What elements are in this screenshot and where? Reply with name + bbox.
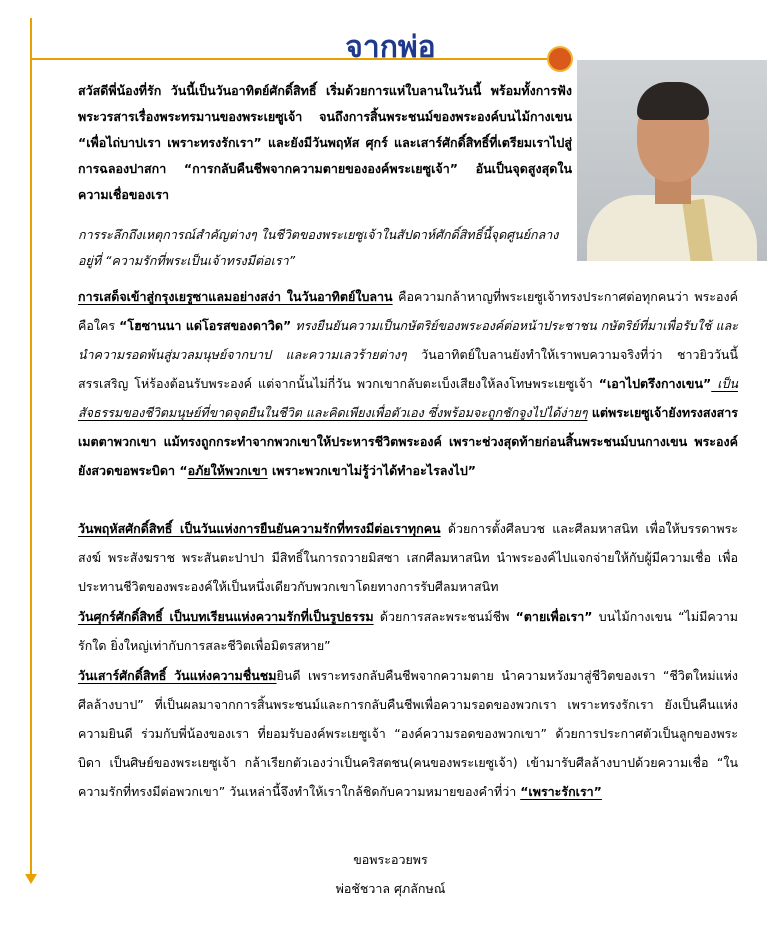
palm-text-1: คือความกล้าหาญที่พระเยซูเจ้าทรงประกาศต่อทุกคนว่า พระองค์คือใคร <box>78 289 738 333</box>
holy-thursday-paragraph <box>78 514 738 601</box>
blessing-line: ขอพระอวยพร <box>353 852 428 867</box>
because-he-loves-us-text: “เพราะรักเรา” <box>520 784 602 799</box>
left-vertical-rule <box>30 18 32 876</box>
crucify-quote: “เอาไปตรึงกางเขน” <box>598 376 712 391</box>
holy-thursday-body: ด้วยการตั้งศีลบวช และศีลมหาสนิท เพื่อให้บรรดาพระสงฆ์ พระสังฆราช พระสันตะปาปา มีสิทธิ์ในการถวายมิสซา เสกศีลมหาสนิท นำพระองค์ไปแจกจ่ายให้กับผู้มีความเชื่อ เพื่อประทานชีวิตของพระองค์ให้เป็นหนึ่งเดียวกับพวกเขาโดยทางการรับศีลมหาสนิท <box>78 521 738 594</box>
holy-saturday-heading: วันเสาร์ศักดิ์สิทธิ์ วันแห่งความชื่นชม <box>78 668 277 683</box>
intro-paragraph: สวัสดีพี่น้องที่รัก วันนี้เป็นวันอาทิตย์ศักดิ์สิทธิ์ เริ่มด้วยการแห่ใบลานในวันนี้ พร้อมทั้งการฟังพระวรสารเรื่องพระทรมานของพระเยซูเจ้า จนถึงการสิ้นพระชนม์ของพระองค์บนไม้กางเขน “เพื่อไถ่บาปเรา เพราะทรงรักเรา” และยังมีวันพฤหัส ศุกร์ และเสาร์ศักดิ์สิทธิ์ที่เตรียมเราไปสู่การฉลองปาสกา “การกลับคืนชีพจากความตายขององค์พระเยซูเจ้า” อันเป็นจุดสูงสุดในความเชื่อของเรา <box>78 83 572 202</box>
palm-sunday-paragraph <box>78 282 738 485</box>
signature-line: พ่อชัชวาล ศุภลักษณ์ <box>335 881 446 896</box>
holy-thursday-heading: วันพฤหัสศักดิ์สิทธิ์ เป็นวันแห่งการยืนยันความรักที่ทรงมีต่อเราทุกคน <box>78 521 441 536</box>
palm-text-3: ทรงยืนยันความเป็นกษัตริย์ของพระองค์ต่อหน้าประชาชน กษัตริย์ที่มาเพื่อรับใช้ และนำความรอดพ้นสู่มวลมนุษย์จากบาป และความเลวร้ายต่างๆ <box>78 318 739 362</box>
good-friday-paragraph <box>78 602 738 660</box>
palm-text-4: วันอาทิตย์ใบลานยังทำให้เราพบความจริงที่ว่า ชาวยิววันนี้สรรเสริญ โห่ร้องต้อนรับพระองค์ แต่จากนั้นไม่กี่วัน พวกเขากลับตะเบ็งเสียงให้ลงโทษพระเยซูเจ้า <box>78 347 738 391</box>
good-friday-body-3: บนไม้กางเขน “ไม่มีความรักใด ยิ่งใหญ่เท่ากับการสละชีวิตเพื่อมิตรสหาย” <box>78 609 739 653</box>
palm-sunday-heading: การเสด็จเข้าสู่กรุงเยรูซาแลมอย่างสง่า ในวันอาทิตย์ใบลาน <box>78 289 393 304</box>
good-friday-body-1: ด้วยการสละพระชนม์ชีพ <box>373 609 516 624</box>
die-for-us-quote: “ตายเพื่อเรา” <box>515 609 593 624</box>
good-friday-heading: วันศุกร์ศักดิ์สิทธิ์ เป็นบทเรียนแห่งความรักที่เป็นรูปธรรม <box>78 609 374 624</box>
priest-portrait-photo <box>577 60 767 261</box>
hosanna-quote: “โฮซานนา แด่โอรสของดาวิด” <box>119 318 292 333</box>
forgive-them-text: อภัยให้พวกเขา <box>187 463 268 478</box>
focus-paragraph: การระลึกถึงเหตุการณ์สำคัญต่างๆ ในชีวิตของพระเยซูเจ้าในสัปดาห์ศักดิ์สิทธิ์นี้จุดศูนย์กลางอยู่ที่ “ความรักที่พระเป็นเจ้าทรงมีต่อเรา” <box>78 227 559 268</box>
truth-of-life-text: เป็นสัจธรรมของชีวิตมนุษย์ที่ขาดจุดยืนในชีวิต และคิดเพียงเพื่อตัวเอง ซึ่งพร้อมจะถูกชักจูงไปได้ง่ายๆ <box>78 376 738 420</box>
holy-saturday-body: ยินดี เพราะทรงกลับคืนชีพจากความตาย นำความหวังมาสู่ชีวิตของเรา “ชีวิตใหม่แห่งศีลล้างบาป” ที่เป็นผลมาจากการสิ้นพระชนม์และการกลับคืนชีพเพื่อความรอดของพวกเรา เพราะทรงรักเรา ยังเป็นคืนแห่งความยินดี ร่วมกับพี่น้องของเรา ที่ยอมรับองค์พระเยซูเจ้า “องค์ความรอดของพวกเขา” ด้วยการประกาศตัวเป็นลูกของพระบิดา เป็นศิษย์ของพระเยซูเจ้า กล้าเรียกตัวเองว่าเป็นคริสตชน(คนของพระเยซูเจ้า) เข้ามารับศีลล้างบาปด้วยความเชื่อ “ในความรักที่ทรงมีต่อพวกเขา” วันเหล่านี้จึงทำให้เราใกล้ชิดกับความหมายของคำที่ว่า <box>78 668 739 799</box>
palm-text-7: แต่พระเยซูเจ้ายังทรงสงสาร เมตตาพวกเขา แม้ทรงถูกกระทำจากพวกเขาให้ประหารชีวิตพระองค์ เพราะช่วงสุดท้ายก่อนสิ้นพระชนม์บนกางเขน พระองค์ยังสวดขอพระบิดา “ <box>78 405 738 478</box>
page-title: จากพ่อ <box>345 30 436 65</box>
palm-text-9: เพราะพวกเขาไม่รู้ว่าได้ทำอะไรลงไป” <box>267 463 476 478</box>
holy-saturday-paragraph <box>78 661 738 806</box>
